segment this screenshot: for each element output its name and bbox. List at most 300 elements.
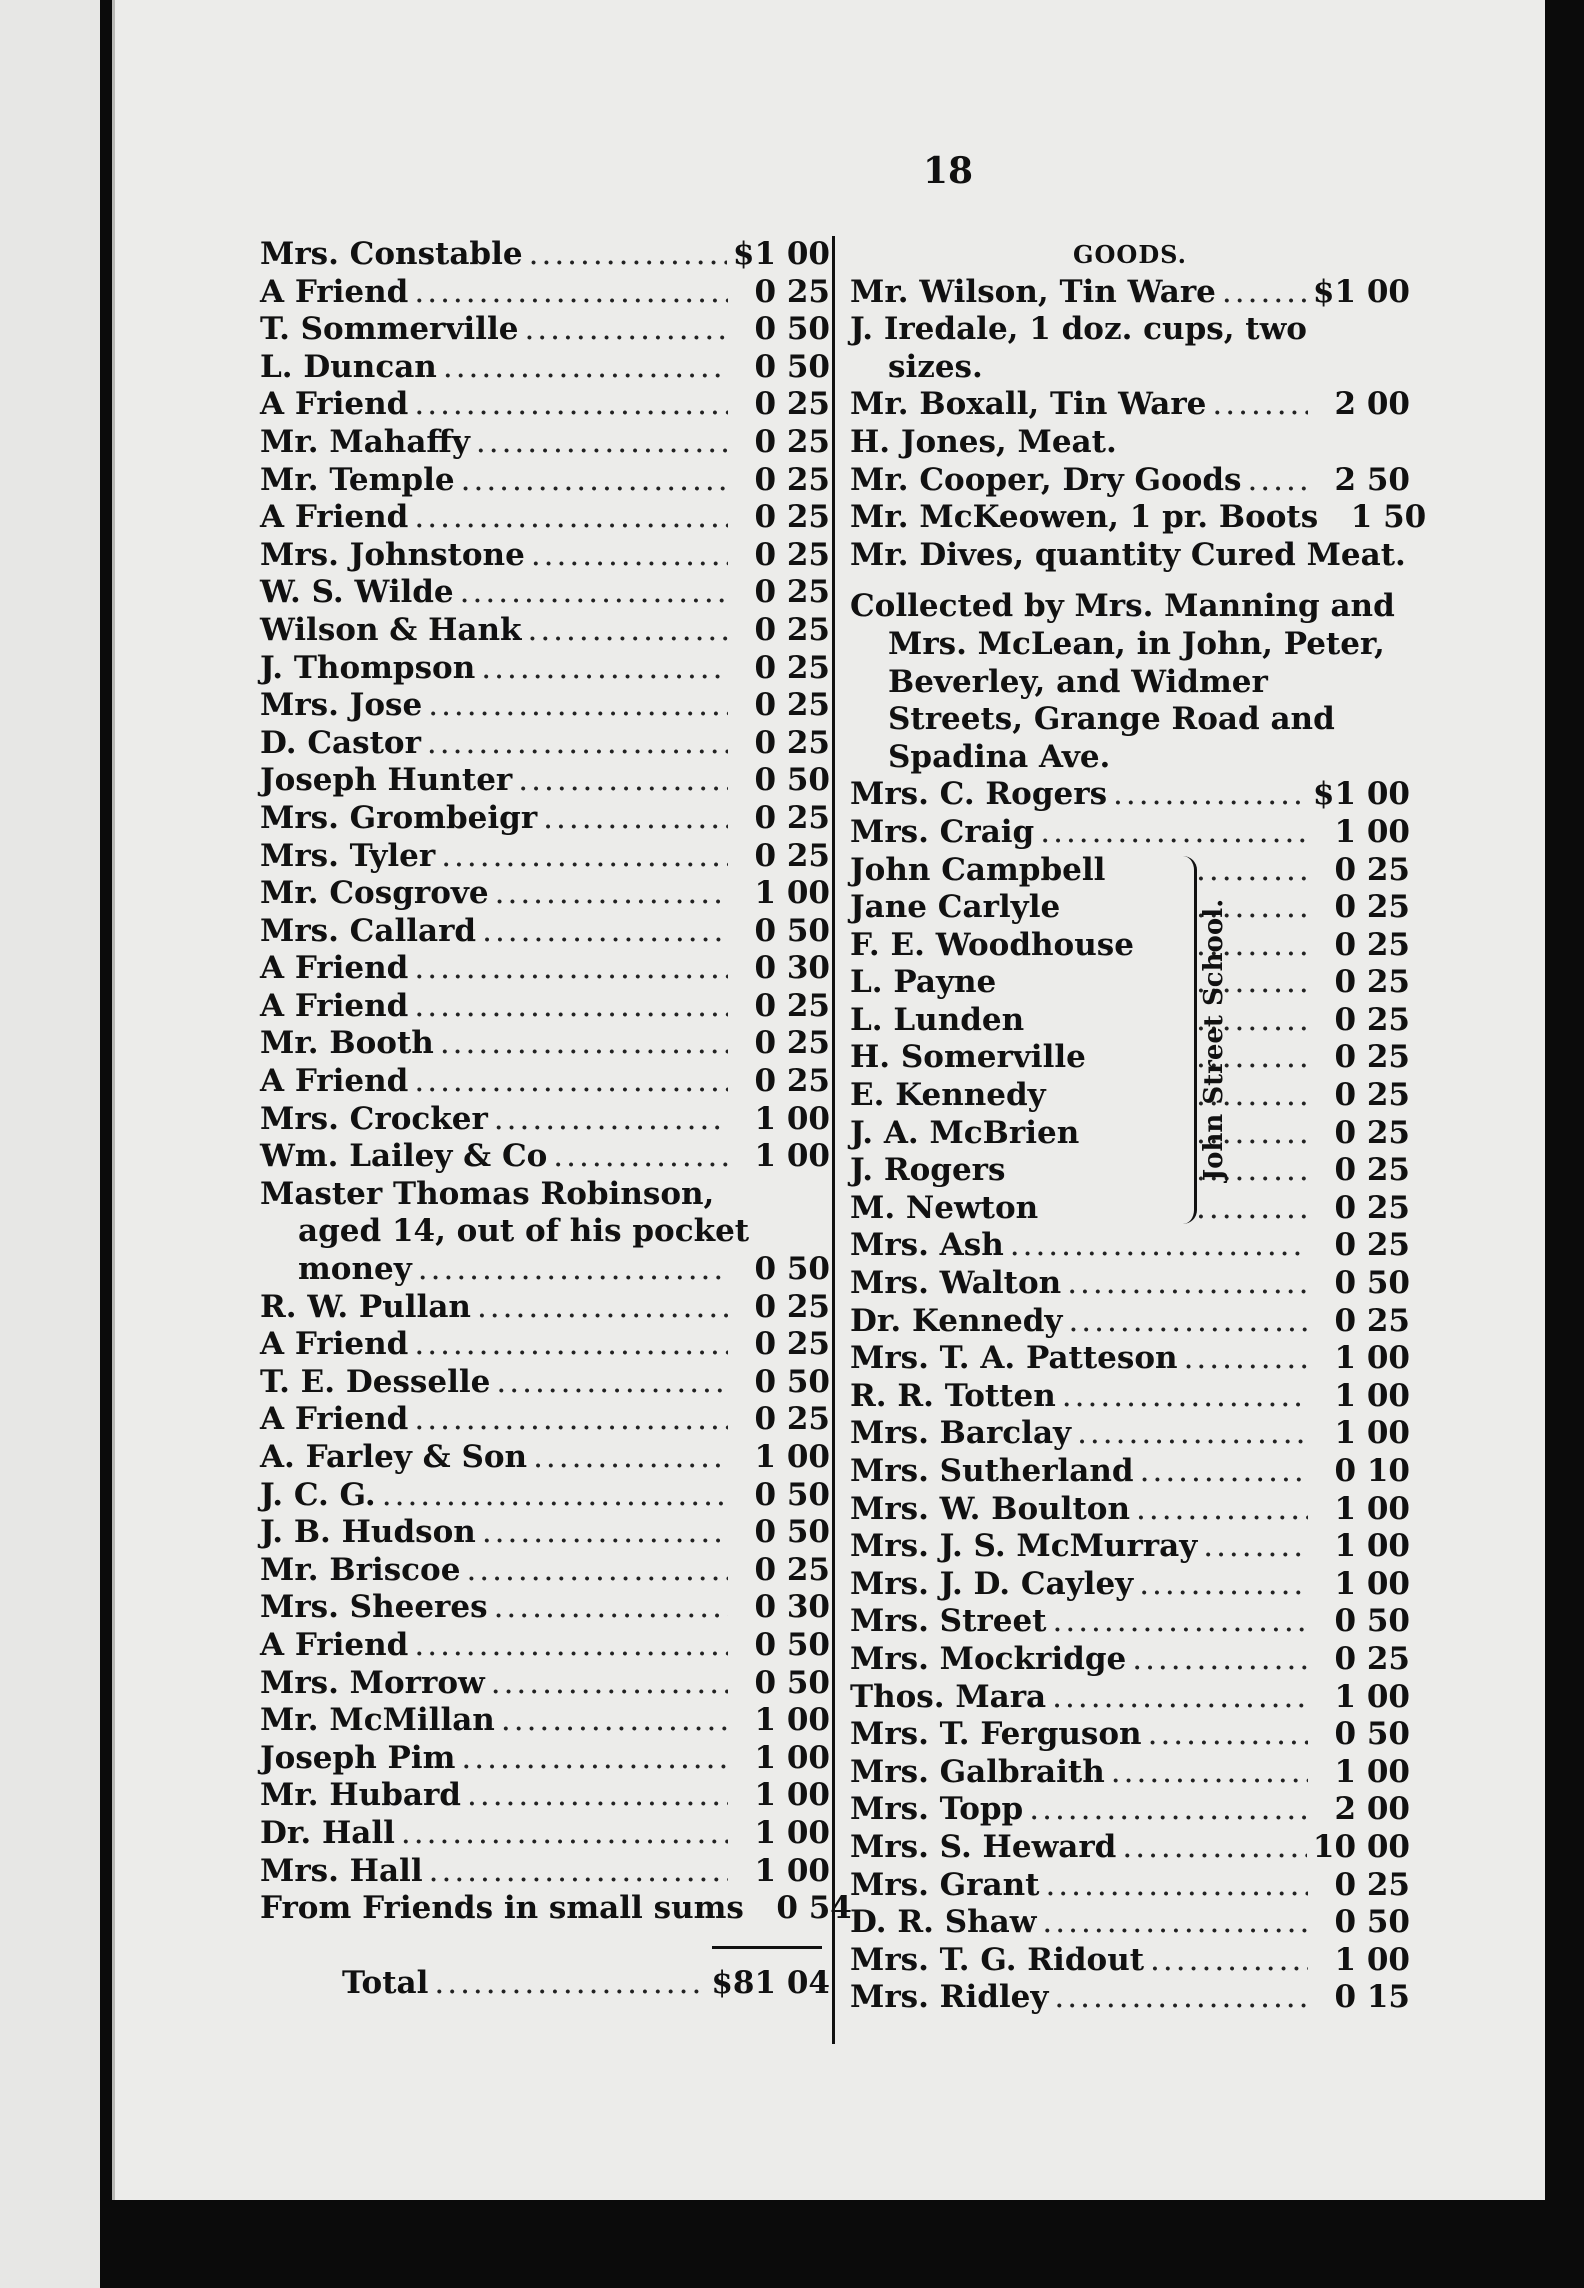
- dot-leader: [1136, 1491, 1308, 1529]
- entry-name: Mrs. Grombeigr: [260, 799, 538, 836]
- list-item: [260, 349, 830, 387]
- entry-name: A Friend: [260, 1401, 409, 1438]
- list-item: [260, 1401, 830, 1439]
- list-item: [850, 1265, 1410, 1303]
- entry-amount: 0 50: [754, 348, 830, 385]
- entry-amount: 0 50: [754, 1363, 830, 1400]
- entry-amount: 2 50: [1334, 461, 1410, 498]
- entry-amount: 0 25: [754, 649, 830, 686]
- entry-amount: 0 25: [1334, 889, 1410, 926]
- dot-leader: [1139, 1566, 1308, 1604]
- dot-leader: [1010, 1227, 1308, 1265]
- dot-leader: [414, 1401, 728, 1439]
- entry-amount: 0 25: [754, 423, 830, 460]
- school-list-item: [850, 889, 1410, 927]
- school-list-item: [850, 1190, 1410, 1228]
- dot-leader: [1042, 1904, 1308, 1942]
- dot-leader: [1068, 1303, 1308, 1341]
- entry-amount: 1 00: [1334, 1565, 1410, 1602]
- entry-amount: 0 50: [1334, 1716, 1410, 1753]
- entry-amount: $1 00: [1312, 776, 1410, 813]
- entry-amount: 0 25: [754, 1288, 830, 1325]
- entry-name: J. Iredale, 1 doz. cups, two: [850, 311, 1307, 348]
- goods-item: [850, 537, 1410, 575]
- list-item: [260, 1552, 830, 1590]
- dot-leader: [1111, 1754, 1308, 1792]
- page-number: 18: [923, 150, 974, 192]
- entry-amount: 0 25: [754, 1063, 830, 1100]
- dot-leader: [382, 1477, 728, 1515]
- dot-leader: [466, 1552, 728, 1590]
- entry-amount: 0 50: [754, 1251, 830, 1288]
- entry-amount: 1 00: [1334, 1490, 1410, 1527]
- entry-name: Mrs. Tyler: [260, 837, 436, 874]
- entry-name: Mr. Mahaffy: [260, 423, 470, 460]
- list-item: [850, 1791, 1410, 1829]
- school-label: John Street School.: [1199, 898, 1229, 1181]
- list-item: [260, 1815, 830, 1853]
- list-item: [260, 1439, 830, 1477]
- entry-amount: 0 25: [1334, 851, 1410, 888]
- list-item: [850, 1641, 1410, 1679]
- dot-leader: [476, 424, 728, 462]
- dot-leader: [1150, 1942, 1308, 1980]
- list-item: [850, 1603, 1410, 1641]
- entry-amount: 0 50: [1334, 1603, 1410, 1640]
- entry-name: Mrs. Callard: [260, 912, 477, 949]
- total-amount: $81 04: [711, 1965, 830, 2002]
- list-item: [260, 612, 830, 650]
- list-item: [850, 1491, 1410, 1529]
- entry-name: A Friend: [260, 1063, 409, 1100]
- list-item: [260, 1589, 830, 1627]
- entry-amount: 1 00: [1334, 1941, 1410, 1978]
- entry-amount: 0 25: [754, 799, 830, 836]
- dot-leader: [527, 612, 728, 650]
- entry-name: Mrs. Sheeres: [260, 1589, 488, 1626]
- total-label: Total: [342, 1965, 429, 2002]
- entry-name: From Friends in small sums: [260, 1890, 744, 1927]
- entry-name: J. C. G.: [260, 1476, 376, 1513]
- goods-item: [850, 386, 1410, 424]
- list-item: [850, 776, 1410, 814]
- entry-name: A Friend: [260, 386, 409, 423]
- entry-name: Mrs. Craig: [850, 813, 1035, 850]
- entry-name: Mr. Wilson, Tin Ware: [850, 273, 1216, 310]
- goods-item: [850, 462, 1410, 500]
- entry-name: sizes.: [888, 348, 983, 385]
- entry-name: H. Somerville: [850, 1039, 1086, 1076]
- entry-amount: 0 25: [754, 687, 830, 724]
- entry-name: Mrs. Crocker: [260, 1100, 488, 1137]
- dot-leader: [460, 574, 728, 612]
- dot-leader: [491, 1665, 728, 1703]
- adjacent-page-edge: [0, 0, 100, 2288]
- dot-leader: [1203, 1528, 1308, 1566]
- list-item: [260, 1890, 852, 1928]
- list-item: [260, 1665, 830, 1703]
- entry-name: Mr. McKeowen, 1 pr. Boots: [850, 499, 1319, 536]
- entry-amount: 0 50: [754, 1626, 830, 1663]
- entry-amount: 0 50: [1334, 1265, 1410, 1302]
- list-item: [260, 1627, 830, 1665]
- dot-leader: [1122, 1829, 1307, 1867]
- school-list-item: [850, 1039, 1410, 1077]
- entry-name: A Friend: [260, 1326, 409, 1363]
- dot-leader: [441, 838, 728, 876]
- entry-name: Mrs. Constable: [260, 236, 523, 272]
- school-list-item: [850, 1002, 1410, 1040]
- entry-name: Mrs. T. G. Ridout: [850, 1941, 1145, 1978]
- list-item: [850, 814, 1410, 852]
- goods-heading: GOODS.: [1073, 240, 1187, 269]
- entry-amount: 0 25: [754, 574, 830, 611]
- dot-leader: [1184, 1340, 1308, 1378]
- entry-name: H. Jones, Meat.: [850, 423, 1117, 460]
- list-item: [260, 1514, 830, 1552]
- list-item: [850, 1528, 1410, 1566]
- entry-name: J. A. McBrien: [850, 1114, 1080, 1151]
- list-item: [260, 236, 830, 274]
- entry-amount: 1 00: [754, 1777, 830, 1814]
- goods-item: [850, 499, 1427, 537]
- entry-name: J. Thompson: [260, 649, 476, 686]
- dot-leader: [1247, 462, 1308, 500]
- school-list-item: [850, 1077, 1410, 1115]
- list-item: [260, 499, 830, 537]
- entry-name: Mr. Dives, quantity Cured Meat.: [850, 536, 1406, 573]
- dot-leader: [494, 1589, 728, 1627]
- entry-name: A Friend: [260, 950, 409, 987]
- entry-name: Mrs. J. D. Cayley: [850, 1565, 1134, 1602]
- entry-amount: 0 50: [754, 1476, 830, 1513]
- list-item: [260, 1289, 830, 1327]
- list-item: [260, 650, 830, 688]
- dot-leader: [1077, 1415, 1308, 1453]
- list-item: [260, 386, 830, 424]
- dot-leader: [467, 1777, 728, 1815]
- dot-leader: [429, 1853, 728, 1891]
- dot-leader: [443, 349, 728, 387]
- robinson-entry: [260, 1176, 830, 1289]
- entry-amount: 0 25: [1334, 1640, 1410, 1677]
- entry-name: Mrs. J. S. McMurray: [850, 1528, 1198, 1565]
- entry-name: aged 14, out of his pocket: [298, 1213, 750, 1250]
- entry-name: J. B. Hudson: [260, 1514, 476, 1551]
- entry-amount: 0 25: [754, 1025, 830, 1062]
- list-item: [260, 950, 830, 988]
- left-donation-column: [260, 236, 852, 2003]
- entry-name: A Friend: [260, 987, 409, 1024]
- entry-amount: 0 25: [754, 499, 830, 536]
- entry-amount: 0 50: [754, 762, 830, 799]
- school-bracket: [1180, 852, 1240, 1228]
- entry-name: Mrs. T. A. Patteson: [850, 1340, 1178, 1377]
- school-list-item: [850, 927, 1410, 965]
- entry-name: L. Lunden: [850, 1001, 1025, 1038]
- dot-leader: [414, 1326, 728, 1364]
- entry-amount: $1 00: [732, 236, 830, 272]
- entry-amount: 0 25: [754, 1326, 830, 1363]
- list-item: [850, 1904, 1410, 1942]
- list-item: [260, 1477, 830, 1515]
- entry-amount: 0 25: [1334, 1114, 1410, 1151]
- entry-name: Mr. Hubard: [260, 1777, 461, 1814]
- entry-amount: 0 50: [754, 1514, 830, 1551]
- entry-name: Joseph Hunter: [260, 762, 513, 799]
- entry-amount: 1 00: [754, 875, 830, 912]
- right-donation-column: [850, 236, 1427, 2017]
- entry-amount: 1 50: [1350, 499, 1427, 536]
- entry-amount: 0 25: [1334, 1039, 1410, 1076]
- dot-leader: [434, 1965, 705, 2003]
- entry-name: Dr. Kennedy: [850, 1302, 1063, 1339]
- entry-name: Wm. Lailey & Co: [260, 1138, 548, 1175]
- list-item: [260, 1853, 830, 1891]
- dot-leader: [496, 1364, 728, 1402]
- entry-amount: 0 25: [1334, 1152, 1410, 1189]
- entry-name: Joseph Pim: [260, 1739, 456, 1776]
- entry-amount: 1 00: [1334, 1377, 1410, 1414]
- entry-amount: 1 00: [1334, 813, 1410, 850]
- entry-amount: $1 00: [1312, 273, 1410, 310]
- entry-amount: 1 00: [1334, 1340, 1410, 1377]
- entry-amount: 0 25: [1334, 964, 1410, 1001]
- dot-leader: [543, 800, 728, 838]
- entry-name: E. Kennedy: [850, 1077, 1046, 1114]
- dot-leader: [461, 462, 728, 500]
- dot-leader: [1140, 1453, 1308, 1491]
- school-list-item: [850, 964, 1410, 1002]
- entry-amount: 2 00: [1334, 1791, 1410, 1828]
- entry-name: Mrs. Grant: [850, 1866, 1040, 1903]
- entry-name: Jane Carlyle: [850, 889, 1061, 926]
- collected-note: Collected by Mrs. Manning and Mrs. McLean, in John, Peter, Beverley, and Widmer Streets, Grange Road and Spadina Ave.: [850, 588, 1395, 775]
- entry-amount: 1 00: [754, 1814, 830, 1851]
- entry-amount: 1 00: [1334, 1753, 1410, 1790]
- dot-leader: [482, 913, 728, 951]
- entry-amount: 0 25: [1334, 1077, 1410, 1114]
- entry-amount: 1 00: [754, 1852, 830, 1889]
- entry-name: Dr. Hall: [260, 1814, 395, 1851]
- entry-name: W. S. Wilde: [260, 574, 454, 611]
- entry-amount: 0 10: [1334, 1453, 1410, 1489]
- entry-name: Mrs. Galbraith: [850, 1753, 1105, 1790]
- brace-icon: [1180, 856, 1197, 1224]
- dot-leader: [414, 1063, 728, 1101]
- entry-amount: 0 25: [754, 273, 830, 310]
- entry-amount: 0 25: [754, 987, 830, 1024]
- list-item: [260, 574, 830, 612]
- entry-amount: 0 25: [754, 837, 830, 874]
- dot-leader: [414, 499, 728, 537]
- list-item: [260, 838, 830, 876]
- john-street-school-group: [850, 852, 1410, 1228]
- entry-name: Mrs. Morrow: [260, 1664, 485, 1701]
- entry-amount: 0 25: [1334, 1302, 1410, 1339]
- list-item: [850, 1378, 1410, 1416]
- entry-amount: 1 00: [754, 1138, 830, 1175]
- dot-leader: [1052, 1679, 1308, 1717]
- entry-name: Mrs. W. Boulton: [850, 1490, 1130, 1527]
- dot-leader: [481, 650, 728, 688]
- entry-amount: 0 25: [754, 724, 830, 761]
- dot-leader: [401, 1815, 728, 1853]
- dot-leader: [1148, 1716, 1308, 1754]
- entry-name: R. R. Totten: [850, 1377, 1056, 1414]
- school-list-item: [850, 1115, 1410, 1153]
- entry-amount: 0 50: [754, 311, 830, 348]
- dot-leader: [414, 950, 728, 988]
- entry-amount: 0 25: [754, 461, 830, 498]
- entry-name: Mrs. Jose: [260, 687, 423, 724]
- entry-amount: 1 00: [1334, 1415, 1410, 1452]
- entry-name: Mrs. Ash: [850, 1227, 1004, 1264]
- entry-name: Mrs. C. Rogers: [850, 776, 1108, 813]
- dot-leader: [427, 725, 728, 763]
- entry-amount: 0 50: [1334, 1904, 1410, 1941]
- entry-amount: 0 25: [754, 1401, 830, 1438]
- entry-name: Thos. Mara: [850, 1678, 1047, 1715]
- entry-amount: 1 00: [1334, 1678, 1410, 1715]
- entry-name: Mrs. Hall: [260, 1852, 423, 1889]
- entry-amount: 0 50: [754, 912, 830, 949]
- dot-leader: [461, 1740, 728, 1778]
- list-item: [260, 1777, 830, 1815]
- entry-amount: 1 00: [754, 1739, 830, 1776]
- entry-name: Mrs. Topp: [850, 1791, 1024, 1828]
- dot-leader: [414, 1627, 728, 1665]
- dot-leader: [501, 1702, 728, 1740]
- entry-amount: 0 25: [754, 1551, 830, 1588]
- list-item: [260, 1063, 830, 1101]
- entry-name: Mrs. Barclay: [850, 1415, 1072, 1452]
- dot-leader: [414, 274, 728, 312]
- dot-leader: [1029, 1791, 1308, 1829]
- entry-name: T. Sommerville: [260, 311, 519, 348]
- entry-amount: 10 00: [1312, 1828, 1410, 1865]
- entry-name: Mr. Briscoe: [260, 1551, 461, 1588]
- list-item: [260, 1138, 830, 1176]
- list-item: [850, 1415, 1410, 1453]
- entry-amount: 0 50: [754, 1664, 830, 1701]
- list-item: [260, 762, 830, 800]
- entry-name: Mr. Cosgrove: [260, 875, 489, 912]
- list-item: [260, 1025, 830, 1063]
- dot-leader: [529, 236, 727, 274]
- list-item: [850, 1340, 1410, 1378]
- list-item: [850, 1829, 1410, 1867]
- dot-leader: [518, 762, 728, 800]
- entry-name: Master Thomas Robinson,: [260, 1175, 715, 1212]
- entry-name: Mrs. Mockridge: [850, 1640, 1127, 1677]
- entry-amount: 0 25: [1334, 926, 1410, 963]
- entry-amount: 0 30: [754, 1589, 830, 1626]
- list-item: [850, 1303, 1410, 1341]
- entry-name: John Campbell: [850, 851, 1106, 888]
- list-item: [260, 1702, 830, 1740]
- goods-item: [850, 349, 1410, 387]
- entry-name: Wilson & Hank: [260, 611, 522, 648]
- list-item: [260, 462, 830, 500]
- entry-name: M. Newton: [850, 1189, 1039, 1226]
- list-item: [850, 1754, 1410, 1792]
- dot-leader: [1040, 814, 1308, 852]
- entry-name: Mr. McMillan: [260, 1702, 495, 1739]
- dot-leader: [1062, 1378, 1308, 1416]
- entry-name: A. Farley & Son: [260, 1439, 528, 1475]
- entry-amount: 0 25: [1334, 1227, 1410, 1264]
- list-item: [260, 687, 830, 725]
- list-item: [850, 1942, 1410, 1980]
- entry-amount: 0 25: [1334, 1866, 1410, 1903]
- list-item: [260, 274, 830, 312]
- dot-leader: [428, 687, 728, 725]
- list-item: [850, 1453, 1410, 1491]
- list-item: [260, 1364, 830, 1402]
- dot-leader: [495, 875, 728, 913]
- entry-name: F. E. Woodhouse: [850, 926, 1134, 963]
- entry-amount: 0 25: [754, 536, 830, 573]
- entry-name: A Friend: [260, 499, 409, 536]
- list-item: [260, 424, 830, 462]
- list-item: [260, 1101, 830, 1139]
- list-item: [850, 1979, 1410, 2017]
- entry-name: D. Castor: [260, 724, 421, 761]
- list-item: [850, 1679, 1410, 1717]
- entry-amount: 0 54: [776, 1890, 852, 1927]
- entry-name: A Friend: [260, 1626, 409, 1663]
- list-item: [850, 1566, 1410, 1604]
- entry-name: Mrs. S. Heward: [850, 1828, 1117, 1865]
- dot-leader: [1045, 1867, 1308, 1905]
- school-list-item: [850, 1152, 1410, 1190]
- list-item: [260, 311, 830, 349]
- entry-amount: 0 30: [754, 950, 830, 987]
- dot-leader: [1212, 386, 1308, 424]
- list-item: [850, 1227, 1410, 1265]
- entry-amount: 0 25: [1334, 1001, 1410, 1038]
- list-item: [260, 537, 830, 575]
- dot-leader: [1222, 274, 1307, 312]
- entry-name: Mr. Boxall, Tin Ware: [850, 386, 1207, 423]
- entry-name: Mr. Booth: [260, 1025, 434, 1062]
- dot-leader: [414, 988, 728, 1026]
- entry-amount: 1 00: [1334, 1528, 1410, 1565]
- dot-leader: [1113, 776, 1307, 814]
- entry-name: Mr. Temple: [260, 461, 455, 498]
- dot-leader: [414, 386, 728, 424]
- total-row: [260, 1965, 830, 2003]
- entry-amount: 1 00: [754, 1100, 830, 1137]
- entry-amount: 1 00: [754, 1439, 830, 1475]
- entry-amount: 0 25: [1334, 1189, 1410, 1226]
- dot-leader: [418, 1251, 728, 1289]
- entry-name: Mrs. Sutherland: [850, 1453, 1134, 1489]
- entry-name: Mrs. Johnstone: [260, 536, 525, 573]
- list-item: [260, 913, 830, 951]
- entry-name: Mrs. Walton: [850, 1265, 1062, 1302]
- entry-amount: 0 25: [754, 611, 830, 648]
- entry-name: A Friend: [260, 273, 409, 310]
- entry-name: D. R. Shaw: [850, 1904, 1037, 1941]
- list-item: [260, 725, 830, 763]
- entry-amount: 1 00: [754, 1702, 830, 1739]
- entry-amount: 0 25: [754, 386, 830, 423]
- list-item: [260, 800, 830, 838]
- list-item: [260, 1740, 830, 1778]
- entry-name: L. Duncan: [260, 348, 437, 385]
